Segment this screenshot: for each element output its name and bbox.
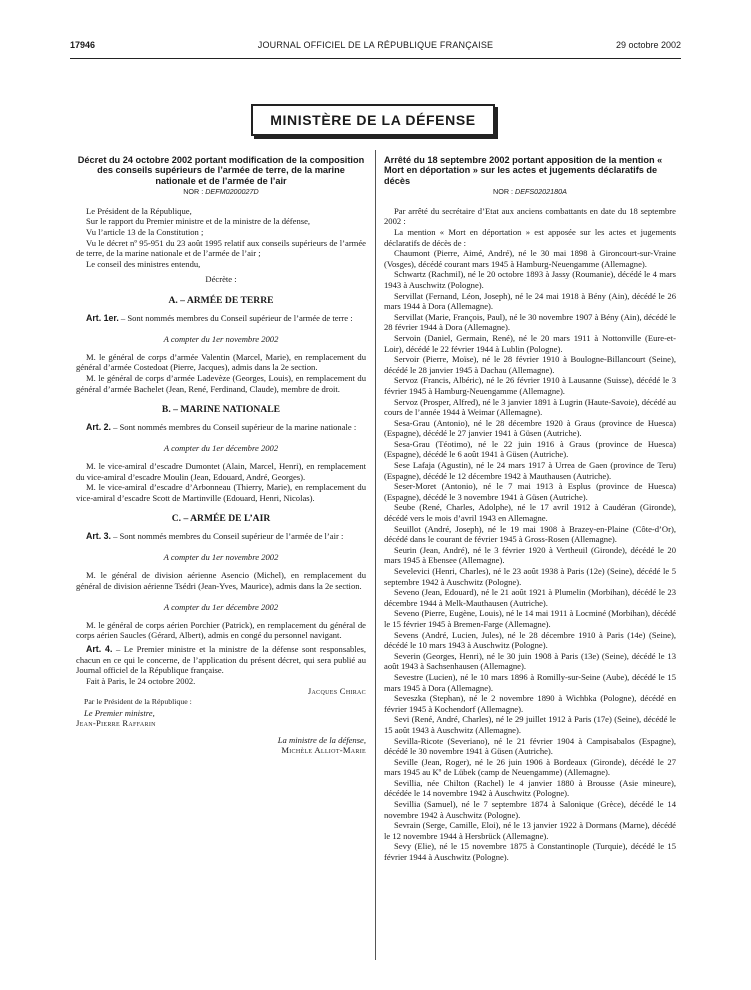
deportation-list — [384, 248, 676, 862]
deportation-entry: Sevy (Elie), né le 15 novembre 1875 à Constantinople (Turquie), décédé le 15 février 1944 à Auschwitz (Pologne). — [384, 841, 676, 863]
deportation-entry: Schwartz (Rachmil), né le 20 octobre 1893 à Jassy (Roumanie), décédé le 4 mars 1943 à Auschwitz (Pologne). — [384, 269, 676, 290]
decree-title: Décret du 24 octobre 2002 portant modification de la composition des conseils supérieurs de l’armée de terre, de la marine nationale et de l’armée de l’air — [77, 155, 365, 186]
deportation-entry: Seville (Jean, Roger), né le 26 juin 1906 à Bordeaux (Gironde), décédé le 27 mars 1945 au Kº de Lübek (camp de Neuengamme) (Allemagne). — [384, 756, 676, 778]
pm-name: Jean-Pierre Raffarin — [76, 718, 156, 729]
deportation-entry: Sevi (René, André, Charles), né le 29 juillet 1912 à Paris (17e) (Seine), décédé le 15 août 1943 à Auschwitz (Allemagne). — [384, 714, 676, 735]
arrete-nor — [384, 187, 676, 198]
deportation-entry: Sevillia (Samuel), né le 7 septembre 1874 à Salonique (Grèce), décédé le 14 novembre 1942 à Auschwitz (Pologne). — [384, 799, 676, 820]
deportation-entry: Servoin (Daniel, Germain, René), né le 20 mars 1911 à Nottonville (Eure-et-Loir), décédé le 22 février 1944 à Lublin (Pologne). — [384, 332, 676, 354]
deportation-entry: Sevilla-Ricote (Severiano), né le 21 février 1904 à Campisabalos (Espagne), décédé le 30 novembre 1941 à Güsen (Autriche). — [384, 735, 676, 757]
deportation-entry: Seveno (Pierre, Eugène, Louis), né le 14 mai 1911 à Locminé (Morbihan), décédé le 15 février 1945 à Bremen-Farge (Allemagne). — [384, 608, 676, 629]
section-heading: B. – MARINE NATIONALE — [161, 404, 281, 416]
intro-line: Vu le décret nº 95-951 du 23 août 1995 relatif aux conseils supérieurs de l’armée de terre, de la marine nationale et de l’armée de l’air ; — [76, 237, 366, 259]
article-text: – Le Premier ministre et la ministre de la défense sont responsables, chacun en ce qui le concerne, de l’application du présent décret, qui sera publié au Journal officiel de la République française. — [76, 644, 366, 676]
deportation-entry: Sesa-Grau (Téotimo), né le 22 juin 1916 à Graus (province de Huesca) (Espagne), décédé le 6 août 1941 à Güsen (Autriche). — [384, 438, 676, 460]
issue-date: 29 octobre 2002 — [615, 40, 681, 50]
section-heading: C. – ARMÉE DE L’AIR — [171, 513, 271, 525]
nor-label: NOR : — [183, 187, 204, 197]
appointment: M. le vice-amiral d’escadre d’Arbonneau (Thierry, Marie), en remplacement du vice-amiral d’escadre Scott de Martinville (Edouard, Henri, Nicolas). — [76, 482, 366, 503]
decrete-line: Décrète : — [205, 274, 237, 285]
article-label: Art. 4. — [86, 644, 113, 655]
deportation-entry: Servillat (Fernand, Léon, Joseph), né le 24 mai 1918 à Bény (Ain), décédé le 26 mars 1944 à Dora (Allemagne). — [384, 290, 676, 312]
deportation-entry: Sesa-Grau (Antonio), né le 28 décembre 1920 à Graus (province de Huesca) (Espagne), décédé le 27 janvier 1941 à Güsen (Autriche). — [384, 417, 676, 439]
minister-title: La ministre de la défense, — [277, 734, 366, 745]
deportation-entry: Seveszka (Stephan), né le 2 novembre 1890 à Wichbka (Pologne), décédé en février 1945 à Kochendorf (Allemagne). — [384, 693, 676, 714]
done-at: Fait à Paris, le 24 octobre 2002. — [86, 675, 196, 686]
page-number: 17946 — [70, 40, 96, 50]
intro-line: Le conseil des ministres entendu, — [86, 258, 201, 269]
ministry-heading: MINISTÈRE DE LA DÉFENSE — [251, 104, 495, 136]
arrete-title: Arrêté du 18 septembre 2002 portant apposition de la mention « Mort en déportation » sur les actes et jugements déclaratifs de décès — [384, 155, 663, 186]
deportation-entry: Sevestre (Lucien), né le 10 mars 1896 à Romilly-sur-Seine (Aube), décédé le 15 mars 1945 à Dora (Allemagne). — [384, 671, 676, 693]
deportation-entry: Sevrain (Serge, Camille, Eloi), né le 13 janvier 1922 à Dormans (Marne), décédé le 12 novembre 1944 à Hersbrück (Allemagne). — [384, 820, 676, 841]
deportation-entry: Servillat (Marie, François, Paul), né le 30 novembre 1907 à Bény (Ain), décédé le 28 février 1944 à Dora (Allemagne). — [384, 311, 676, 333]
intro-line: Vu l’article 13 de la Constitution ; — [86, 227, 204, 237]
article-label: Art. 2. — [86, 421, 111, 432]
president-signature: Jacques Chirac — [307, 686, 366, 697]
article-4 — [76, 644, 366, 676]
nor-label: NOR : — [493, 187, 513, 197]
appointment: M. le vice-amiral d’escadre Dumontet (Alain, Marcel, Henri), en remplacement du vice-amiral d’escadre Moulin (Jean, Edouard, André, Georges). — [76, 460, 366, 482]
deportation-entry: Seser-Moret (Antonio), né le 7 mai 1913 à Esplus (province de Huesca) (Espagne), décédé le 3 novembre 1941 à Güsen (Autriche). — [384, 481, 676, 502]
decree-nor — [76, 187, 366, 198]
appointment: M. le général de corps aérien Porchier (Patrick), en remplacement du général de corps aérien Saucles (Gérard, Albert), admis en congé du personnel navigant. — [76, 619, 366, 641]
deportation-entry: Servoz (Prosper, Alfred), né le 3 janvier 1891 à Lugrin (Haute-Savoie), décédé au cours de l’année 1944 à Weimar (Allemagne). — [384, 396, 676, 418]
effective-date: A compter du 1er novembre 2002 — [163, 552, 279, 563]
article-label: Art. 3. — [86, 530, 111, 541]
deportation-entry: Servoir (Pierre, Moïse), né le 28 février 1910 à Boulogne-Billancourt (Seine), décédé le 28 janvier 1945 à Dachau (Allemagne). — [384, 354, 676, 375]
deportation-entry: Seuillot (André, Joseph), né le 19 mai 1908 à Brazey-en-Plaine (Côte-d’Or), décédé dans le courant de février 1945 à Gross-Rosen (Allemagne). — [384, 523, 676, 545]
deportation-entry: Severin (Georges, Henri), né le 30 juin 1908 à Paris (13e) (Seine), décédé le 13 août 1943 à Sachsenhausen (Allemagne). — [384, 650, 676, 672]
arrete-column — [384, 155, 676, 863]
running-header — [70, 40, 681, 56]
deportation-entry: Seube (René, Charles, Adolphe), né le 17 avril 1912 à Caudéran (Gironde), décédé vers le mois d’avril 1943 en Allemagne. — [384, 502, 676, 524]
deportation-entry: Sese Lafaja (Agustin), né le 24 mars 1917 à Urrea de Gaen (province de Teru) (Espagne), décédé le 12 décembre 1942 à Mauthausen (Autriche). — [384, 460, 676, 481]
article-text: – Sont nommés membres du Conseil supérieur de l’armée de l’air : — [110, 530, 344, 541]
intro-line: Sur le rapport du Premier ministre et de la ministre de la défense, — [86, 216, 311, 227]
journal-title: JOURNAL OFFICIEL DE LA RÉPUBLIQUE FRANÇAISE — [257, 40, 494, 50]
effective-date: A compter du 1er décembre 2002 — [163, 602, 279, 613]
pm-title: Le Premier ministre, — [84, 707, 155, 718]
article-2 — [76, 422, 366, 433]
article-text: – Sont nommés membres du Conseil supérieur de l’armée de terre : — [118, 312, 353, 323]
effective-date: A compter du 1er décembre 2002 — [163, 443, 279, 454]
effective-date: A compter du 1er novembre 2002 — [163, 334, 279, 345]
deportation-entry: Servoz (Francis, Albéric), né le 26 février 1910 à Lausanne (Suisse), décédé le 3 février 1945 à Hamburg-Neuengamme (Allemagne). — [384, 375, 676, 396]
arrete-intro: La mention « Mort en déportation » est apposée sur les actes et jugements déclaratifs de décès de : — [384, 227, 676, 248]
by-president: Par le Président de la République : — [84, 697, 192, 706]
section-heading: A. – ARMÉE DE TERRE — [168, 294, 274, 306]
article-3 — [76, 531, 366, 542]
appointment: M. le général de corps d’armée Valentin (Marcel, Marie), en remplacement du général d’armée Costedoat (Pierre, Jacques), admis dans la 2e section. — [76, 351, 366, 373]
deportation-entry: Sevelevici (Henri, Charles), né le 23 août 1938 à Paris (12e) (Seine), décédé le 5 septembre 1942 à Auschwitz (Pologne). — [384, 566, 676, 587]
deportation-entry: Seurin (Jean, André), né le 3 février 1920 à Vertheuil (Gironde), décédé le 20 mars 1945 à Ebensee (Allemagne). — [384, 544, 676, 566]
deportation-entry: Chaumont (Pierre, Aimé, André), né le 30 mai 1898 à Gironcourt-sur-Vraine (Vosges), décédé courant mars 1945 à Hamburg-Neuengamme (Allemagne). — [384, 248, 676, 269]
appointment: M. le général de division aérienne Asencio (Michel), en remplacement du général de division aérienne Tsédri (Jean-Yves, Maurice), admis dans la 2e section. — [76, 570, 366, 591]
nor-code: DEFM0200027D — [205, 187, 259, 197]
nor-code: DEFS0202180A — [515, 187, 567, 197]
article-text: – Sont nommés membres du Conseil supérieur de la marine nationale : — [110, 421, 357, 432]
header-rule — [70, 58, 681, 59]
deportation-entry: Sevillia, née Chilton (Rachel) le 4 janvier 1880 à Brousse (Asie mineure), décédée le 14 novembre 1942 à Auschwitz (Pologne). — [384, 777, 676, 799]
deportation-entry: Sevens (André, Lucien, Jules), né le 28 décembre 1910 à Paris (14e) (Seine), décédé le 10 mars 1943 à Auschwitz (Pologne). — [384, 629, 676, 651]
intro-line: Le Président de la République, — [86, 205, 192, 216]
minister-name: Michèle Alliot-Marie — [281, 745, 366, 756]
article-1 — [76, 313, 366, 324]
article-label: Art. 1er. — [86, 312, 119, 323]
arrete-intro: Par arrêté du secrétaire d’Etat aux anciens combattants en date du 18 septembre 2002 : — [384, 205, 676, 227]
deportation-entry: Seveno (Jean, Edouard), né le 21 août 1921 à Plumelin (Morbihan), décédé le 23 décembre 1944 à Melk-Mauthausen (Autriche). — [384, 587, 676, 608]
column-divider — [375, 150, 376, 960]
decree-column — [76, 155, 366, 756]
appointment: M. le général de corps d’armée Ladevèze (Georges, Louis), en remplacement du général d’armée Bachelet (Jean, René, Ferdinand, Claude), membre de droit. — [76, 372, 366, 394]
